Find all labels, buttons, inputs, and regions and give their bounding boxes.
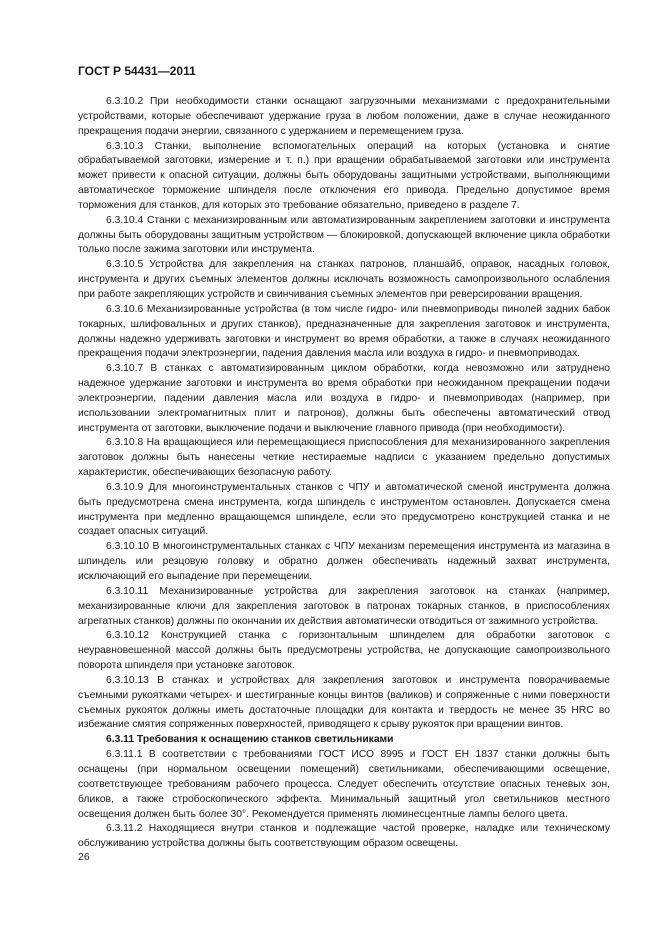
- paragraph-6-3-10-11: 6.3.10.11 Механизированные устройства для закрепления заготовок на станках (например, механизированные ключи для закрепления заготовок в патронах токарных станков, в приспособлениях агрегатных станков) должны по окончании их действия автоматически отводиться от зажимного устройства.: [78, 585, 610, 627]
- paragraph-6-3-10-13: 6.3.10.13 В станках и устройствах для закрепления заготовок и инструмента поворачиваемые съемными рукоятками четырех- и шестигранные концы винтов (валиков) и сопряженные с ними поверхности съемных рукояток должны иметь достаточные площадки для контакта и твердость не менее 35 HRC во избежание смятия сопряженных поверхностей, приводящего к срыву рукояток при вращении винтов.: [78, 674, 610, 731]
- paragraph-6-3-10-6: 6.3.10.6 Механизированные устройства (в том числе гидро- или пневмоприводы пинолей задних бабок токарных, шлифовальных и других станков), предназначенные для закрепления заготовок и инструмента, должны надежно удерживать заготовки и инструмент во время обработки, а также в случаях неожиданного прекращения подачи электроэнергии, падения давления масла или воздуха в гидро- и пневмоприводах.: [78, 303, 610, 360]
- paragraph-6-3-11-1: 6.3.11.1 В соответствии с требованиями ГОСТ ИСО 8995 и ГОСТ ЕН 1837 станки должны быть оснащены (при нормальном освещении помещений) светильниками, обеспечивающими освещение, соответствующее требованиям рабочего процесса. Следует обеспечить отсутствие опасных теневых зон, бликов, а также стробоскопического эффекта. Минимальный защитный угол светильников местного освещения должен быть более 30°. Рекомендуется применять люминесцентные лампы белого цвета.: [78, 749, 610, 820]
- paragraph-6-3-10-9: 6.3.10.9 Для многоинструментальных станков с ЧПУ и автоматической сменой инструмента должна быть предусмотрена смена инструмента, когда шпиндель с инструментом остановлен. Допускается смена инструмента при медленно вращающемся шпинделе, если это предусмотрено конструкцией станка и не создает опасных ситуаций.: [78, 481, 610, 538]
- document-header: ГОСТ Р 54431—2011: [78, 64, 196, 78]
- paragraph-6-3-10-12: 6.3.10.12 Конструкцией станка с горизонтальным шпинделем для обработки заготовок с неуравновешенной массой должны быть предусмотрены устройства, не допускающие самопроизвольного поворота шпинделя при установке заготовок.: [78, 630, 610, 672]
- section-heading-6-3-11: 6.3.11 Требования к оснащению станков светильниками: [106, 734, 394, 746]
- paragraph-6-3-10-7: 6.3.10.7 В станках с автоматизированным циклом обработки, когда невозможно или затруднено надежное удержание заготовки и инструмента во время обработки при неожиданном прекращении подачи электроэнергии, падении давления масла или воздуха в гидро- и пневмоприводах (например, при использовании электромагнитных плит и патронов), должны быть обеспечены автоматический отвод инструмента от заготовки, выключение подачи и выключение главного привода (при необходимости).: [78, 363, 610, 434]
- paragraph-6-3-10-4: 6.3.10.4 Станки с механизированным или автоматизированным закреплением заготовки и инструмента должны быть оборудованы защитным устройством — блокировкой, допускающей включение цикла обработки только после зажима заготовки или инструмента.: [78, 214, 610, 256]
- paragraph-6-3-10-3: 6.3.10.3 Станки, выполнение вспомогательных операций на которых (установка и снятие обрабатываемой заготовки, измерение и т. п.) при вращении обрабатываемой заготовки или инструмента может привести к опасной ситуации, должны быть оборудованы защитными устройствами, выполняющими автоматическое торможение шпинделя после отключения его привода. Предельно допустимое время торможения для станков, для которых это требование обязательно, приведено в разделе 7.: [78, 140, 610, 211]
- paragraph-6-3-10-2: 6.3.10.2 При необходимости станки оснащают загрузочными механизмами с предохранительными устройствами, которые обеспечивают удержание груза в любом положении, даже в случае неожиданного прекращения подачи энергии, связанного с удержанием и перемещением груза.: [78, 96, 610, 137]
- paragraph-6-3-10-8: 6.3.10.8 На вращающиеся или перемещающиеся приспособления для механизированного закрепления заготовок должны быть нанесены четкие нестираемые надписи с указанием предельно допустимых характеристик, обеспечивающих безопасную работу.: [78, 437, 610, 479]
- paragraph-6-3-11-2: 6.3.11.2 Находящиеся внутри станков и подлежащие частой проверке, наладке или техническому обслуживанию устройства должны быть соответствующим образом освещены.: [78, 823, 610, 850]
- paragraph-6-3-10-10: 6.3.10.10 В многоинструментальных станках с ЧПУ механизм перемещения инструмента из магазина в шпиндель или резцовую головку и обратно должен обеспечивать надежный захват инструмента, исключающий его выпадение при перемещении.: [78, 541, 610, 582]
- page-number: 26: [78, 851, 90, 863]
- paragraph-6-3-10-5: 6.3.10.5 Устройства для закрепления на станках патронов, планшайб, оправок, насадных головок, инструмента и других съемных элементов должны исключать возможность самопроизвольного ослабления при работе закрепляющих устройств и свинчивания съемных элементов при реверсировании вращения.: [78, 259, 610, 300]
- document-body: [78, 95, 610, 852]
